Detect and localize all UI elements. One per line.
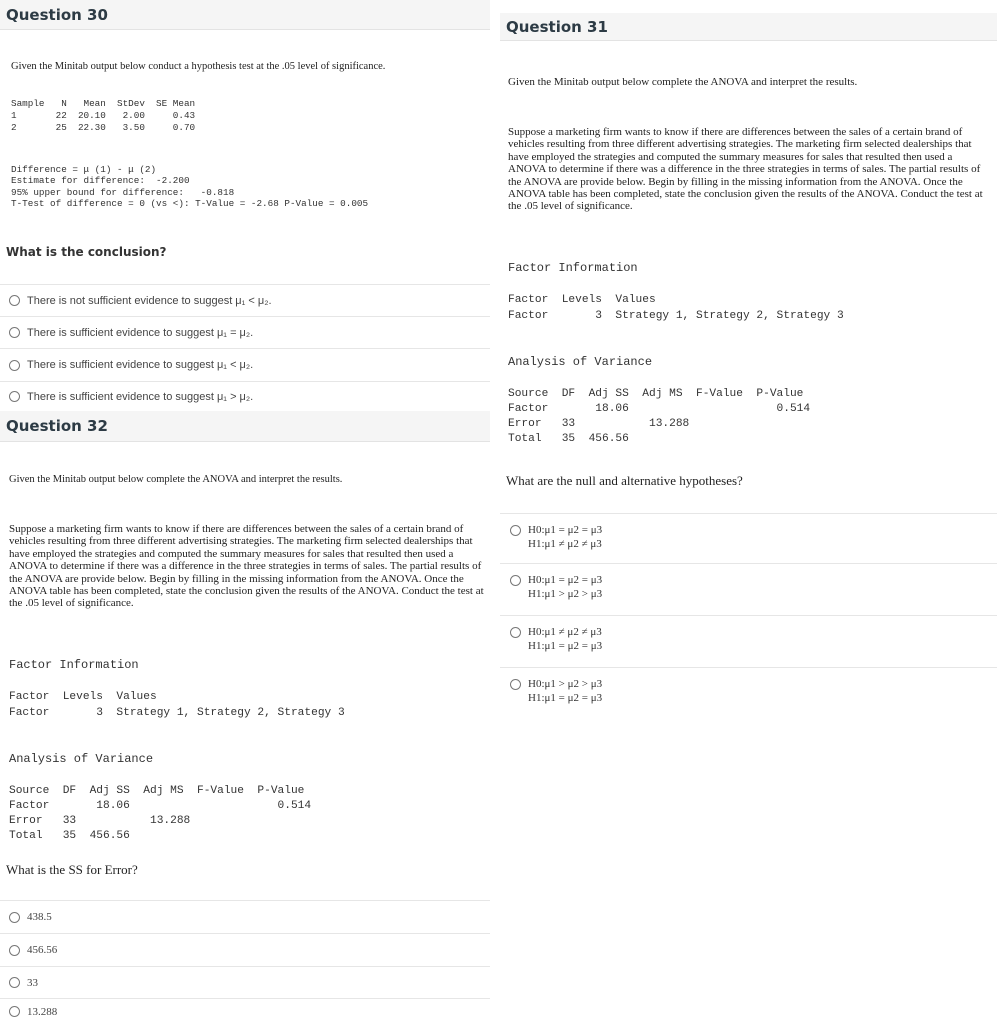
question-32-option-4[interactable] bbox=[0, 998, 490, 1024]
question-30-option-4[interactable] bbox=[0, 381, 490, 411]
question-31-option-2[interactable] bbox=[500, 563, 997, 615]
question-31-option-1[interactable] bbox=[500, 513, 997, 563]
question-31-option-3[interactable] bbox=[500, 615, 997, 667]
question-31-header bbox=[500, 13, 997, 41]
null-hypothesis: H0:μ1 = μ2 = μ3 bbox=[528, 574, 603, 586]
question-30-title: Question 30 bbox=[6, 5, 108, 24]
question-31-prompt: What are the null and alternative hypotheses? bbox=[506, 473, 743, 488]
question-32-scenario: Suppose a marketing firm wants to know if there are differences between the sales of a certain brand of vehicles resulting from three different advertising strategies. The marketing firm selected dealerships that have employed the strategies and computed the summary measures for sales that resulted then used a ANOVA to determine if there was a difference in the three strategies in terms of sales. The partial results of the ANOVA are provide below. Begin by filling in the missing information from the ANOVA. Once the ANOVA table has been completed, state the conclusion given the results of the ANOVA. Conduct the test at the .05 level of significance. bbox=[9, 523, 484, 610]
null-hypothesis: H0:μ1 ≠ μ2 ≠ μ3 bbox=[528, 626, 602, 638]
question-30-sample-table: Sample N Mean StDev SE Mean 1 22 20.10 2.00 0.43 2 25 22.30 3.50 0.70 bbox=[11, 98, 196, 133]
question-30-prompt: What is the conclusion? bbox=[6, 245, 167, 259]
option-label: There is sufficient evidence to suggest μ₁ > μ₂. bbox=[27, 390, 254, 403]
question-31-option-4[interactable] bbox=[500, 667, 997, 717]
option-label: 33 bbox=[27, 976, 38, 989]
question-30-header bbox=[0, 0, 490, 30]
question-32-intro: Given the Minitab output below complete the ANOVA and interpret the results. bbox=[9, 474, 343, 485]
question-32-anova-table: Source DF Adj SS Adj MS F-Value P-Value Factor 18.06 0.514 Error 33 13.288 Total 35 456.56 bbox=[9, 785, 312, 842]
radio-button[interactable] bbox=[510, 679, 521, 690]
alternative-hypothesis: H1:μ1 ≠ μ2 ≠ μ3 bbox=[528, 538, 602, 550]
question-32-option-3[interactable] bbox=[0, 966, 490, 998]
option-label: 13.288 bbox=[27, 1005, 58, 1018]
null-hypothesis: H0:μ1 > μ2 > μ3 bbox=[528, 678, 603, 690]
question-32-option-2[interactable] bbox=[0, 933, 490, 966]
radio-button[interactable] bbox=[510, 525, 521, 536]
radio-button[interactable] bbox=[9, 945, 20, 956]
question-31-title: Question 31 bbox=[506, 17, 608, 36]
question-30-option-3[interactable] bbox=[0, 348, 490, 381]
question-32-factor-heading: Factor Information bbox=[9, 658, 139, 672]
question-32-anova-heading: Analysis of Variance bbox=[9, 752, 154, 766]
option-label: There is sufficient evidence to suggest μ₁ = μ₂. bbox=[27, 326, 254, 339]
question-31-scenario: Suppose a marketing firm wants to know if there are differences between the sales of a certain brand of vehicles resulting from three different advertising strategies. The marketing firm selected dealerships that have employed the strategies and computed the summary measures for sales that resulted then used a ANOVA to determine if there was a difference in the three strategies in terms of sales. The partial results of the ANOVA are provide below. Begin by filling in the missing information from the ANOVA. Once the ANOVA table has been completed, state the conclusion given the results of the ANOVA. Conduct the test at the .05 level of significance. bbox=[508, 126, 983, 213]
alternative-hypothesis: H1:μ1 = μ2 = μ3 bbox=[528, 692, 603, 704]
option-label: There is not sufficient evidence to suggest μ₁ < μ₂. bbox=[27, 294, 272, 307]
question-31-factor-heading: Factor Information bbox=[508, 261, 638, 275]
radio-button[interactable] bbox=[9, 912, 20, 923]
radio-button[interactable] bbox=[9, 295, 20, 306]
radio-button[interactable] bbox=[9, 391, 20, 402]
null-hypothesis: H0:μ1 = μ2 = μ3 bbox=[528, 524, 603, 536]
radio-button[interactable] bbox=[9, 977, 20, 988]
question-32-title: Question 32 bbox=[6, 417, 108, 435]
question-31-intro: Given the Minitab output below complete the ANOVA and interpret the results. bbox=[508, 76, 858, 88]
question-30-intro: Given the Minitab output below conduct a hypothesis test at the .05 level of significance. bbox=[11, 61, 386, 72]
alternative-hypothesis: H1:μ1 = μ2 = μ3 bbox=[528, 640, 603, 652]
question-32-prompt: What is the SS for Error? bbox=[6, 862, 138, 877]
question-32-header bbox=[0, 411, 490, 442]
radio-button[interactable] bbox=[9, 360, 20, 371]
option-label: 456.56 bbox=[27, 944, 58, 956]
radio-button[interactable] bbox=[510, 575, 521, 586]
question-32-option-1[interactable] bbox=[0, 900, 490, 933]
radio-button[interactable] bbox=[9, 1006, 20, 1017]
option-label: 438.5 bbox=[27, 911, 52, 923]
question-31-anova-table: Source DF Adj SS Adj MS F-Value P-Value Factor 18.06 0.514 Error 33 13.288 Total 35 456.56 bbox=[508, 388, 811, 445]
option-label: There is sufficient evidence to suggest μ₁ < μ₂. bbox=[27, 359, 254, 371]
question-30-option-1[interactable] bbox=[0, 284, 490, 316]
question-31-anova-heading: Analysis of Variance bbox=[508, 355, 653, 369]
question-30-option-2[interactable] bbox=[0, 316, 490, 348]
question-30-test-output: Difference = μ (1) - μ (2) Estimate for difference: -2.200 95% upper bound for difference: -0.818 T-Test of difference = 0 (vs <): T-Value = -2.68 P-Value = 0.005 bbox=[11, 164, 369, 210]
question-31-factor-table: Factor Levels Values Factor 3 Strategy 1, Strategy 2, Strategy 3 bbox=[508, 294, 844, 322]
question-32-factor-table: Factor Levels Values Factor 3 Strategy 1, Strategy 2, Strategy 3 bbox=[9, 691, 345, 719]
radio-button[interactable] bbox=[510, 627, 521, 638]
alternative-hypothesis: H1:μ1 > μ2 > μ3 bbox=[528, 588, 603, 600]
radio-button[interactable] bbox=[9, 327, 20, 338]
